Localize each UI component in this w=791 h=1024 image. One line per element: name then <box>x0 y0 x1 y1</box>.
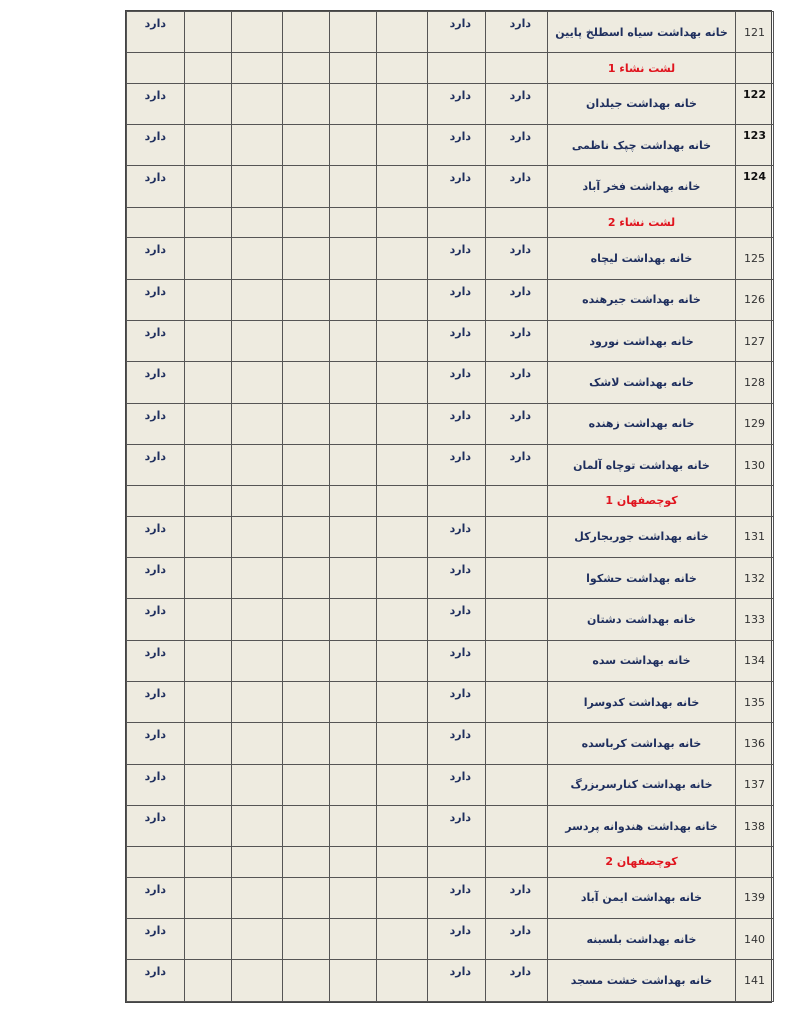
cell-col2 <box>486 847 548 877</box>
row-number <box>736 486 774 516</box>
cell-col5 <box>377 362 428 403</box>
cell-col9 <box>185 640 232 681</box>
table-row <box>127 362 774 403</box>
cell-col3: دارد <box>428 723 486 764</box>
cell-col2: دارد <box>486 444 548 485</box>
cell-col6 <box>330 83 377 124</box>
row-number: 130 <box>736 444 774 485</box>
table-row <box>127 320 774 361</box>
cell-col8 <box>232 279 283 320</box>
cell-col5 <box>377 919 428 960</box>
cell-col9 <box>185 320 232 361</box>
cell-col6 <box>330 207 377 237</box>
cell-col3: دارد <box>428 403 486 444</box>
cell-col3: دارد <box>428 125 486 166</box>
row-number: 139 <box>736 877 774 918</box>
cell-col7 <box>283 166 330 207</box>
cell-col5 <box>377 125 428 166</box>
cell-col10: دارد <box>127 681 185 722</box>
cell-col2: دارد <box>486 279 548 320</box>
cell-col2 <box>486 681 548 722</box>
table-row <box>127 12 774 53</box>
health-house-name: خانه بهداشت لاشک <box>548 362 736 403</box>
cell-col9 <box>185 444 232 485</box>
cell-col6 <box>330 362 377 403</box>
cell-col3: دارد <box>428 919 486 960</box>
cell-col9 <box>185 125 232 166</box>
cell-col8 <box>232 877 283 918</box>
cell-col2: دارد <box>486 12 548 53</box>
cell-col9 <box>185 166 232 207</box>
cell-col7 <box>283 362 330 403</box>
cell-col3 <box>428 486 486 516</box>
cell-col6 <box>330 640 377 681</box>
table-row <box>127 125 774 166</box>
cell-col9 <box>185 279 232 320</box>
cell-col10: دارد <box>127 362 185 403</box>
cell-col6 <box>330 681 377 722</box>
table-row <box>127 764 774 805</box>
cell-col7 <box>283 238 330 279</box>
cell-col7 <box>283 83 330 124</box>
cell-col9 <box>185 486 232 516</box>
cell-col5 <box>377 599 428 640</box>
cell-col10: دارد <box>127 279 185 320</box>
cell-col10: دارد <box>127 805 185 846</box>
cell-col2 <box>486 516 548 557</box>
cell-col5 <box>377 681 428 722</box>
cell-col9 <box>185 207 232 237</box>
cell-col6 <box>330 486 377 516</box>
table-row <box>127 279 774 320</box>
table-row <box>127 238 774 279</box>
row-number: 128 <box>736 362 774 403</box>
cell-col3: دارد <box>428 516 486 557</box>
cell-col6 <box>330 805 377 846</box>
cell-col9 <box>185 764 232 805</box>
cell-col2 <box>486 599 548 640</box>
cell-col9 <box>185 877 232 918</box>
cell-col2: دارد <box>486 320 548 361</box>
row-number: 138 <box>736 805 774 846</box>
row-number <box>736 207 774 237</box>
row-number: 126 <box>736 279 774 320</box>
cell-col7 <box>283 403 330 444</box>
cell-col3 <box>428 847 486 877</box>
row-number: 137 <box>736 764 774 805</box>
health-house-name: خانه بهداشت ایمن آباد <box>548 877 736 918</box>
cell-col5 <box>377 166 428 207</box>
table-body <box>127 12 774 1002</box>
cell-col10: دارد <box>127 444 185 485</box>
cell-col8 <box>232 919 283 960</box>
cell-col7 <box>283 847 330 877</box>
cell-col8 <box>232 805 283 846</box>
health-house-name: خانه بهداشت زهنده <box>548 403 736 444</box>
cell-col5 <box>377 444 428 485</box>
health-house-name: خانه بهداشت کدوسرا <box>548 681 736 722</box>
cell-col6 <box>330 320 377 361</box>
cell-col5 <box>377 238 428 279</box>
cell-col2: دارد <box>486 919 548 960</box>
cell-col7 <box>283 960 330 1002</box>
cell-col10: دارد <box>127 960 185 1002</box>
cell-col10: دارد <box>127 516 185 557</box>
cell-col8 <box>232 764 283 805</box>
row-number: 133 <box>736 599 774 640</box>
cell-col5 <box>377 805 428 846</box>
health-house-name: خانه بهداشت سده <box>548 640 736 681</box>
cell-col6 <box>330 919 377 960</box>
cell-col7 <box>283 444 330 485</box>
cell-col2 <box>486 557 548 598</box>
cell-col8 <box>232 640 283 681</box>
cell-col2 <box>486 764 548 805</box>
cell-col7 <box>283 12 330 53</box>
cell-col6 <box>330 238 377 279</box>
section-row <box>127 207 774 237</box>
cell-col10: دارد <box>127 919 185 960</box>
cell-col6 <box>330 53 377 83</box>
cell-col8 <box>232 125 283 166</box>
cell-col8 <box>232 403 283 444</box>
cell-col9 <box>185 403 232 444</box>
table-row <box>127 919 774 960</box>
cell-col7 <box>283 125 330 166</box>
cell-col5 <box>377 12 428 53</box>
cell-col10 <box>127 53 185 83</box>
row-number: 131 <box>736 516 774 557</box>
cell-col8 <box>232 960 283 1002</box>
cell-col9 <box>185 516 232 557</box>
cell-col7 <box>283 640 330 681</box>
cell-col8 <box>232 723 283 764</box>
cell-col2: دارد <box>486 166 548 207</box>
section-title: لشت نشاء 1 <box>548 53 736 83</box>
cell-col3: دارد <box>428 83 486 124</box>
health-house-name: خانه بهداشت خشت مسجد <box>548 960 736 1002</box>
cell-col7 <box>283 320 330 361</box>
row-number: 134 <box>736 640 774 681</box>
cell-col9 <box>185 805 232 846</box>
cell-col2: دارد <box>486 960 548 1002</box>
cell-col9 <box>185 960 232 1002</box>
cell-col5 <box>377 764 428 805</box>
cell-col2: دارد <box>486 877 548 918</box>
cell-col2 <box>486 723 548 764</box>
row-number: 132 <box>736 557 774 598</box>
cell-col6 <box>330 960 377 1002</box>
cell-col9 <box>185 83 232 124</box>
table-row <box>127 640 774 681</box>
cell-col5 <box>377 207 428 237</box>
cell-col3: دارد <box>428 877 486 918</box>
cell-col5 <box>377 723 428 764</box>
cell-col2 <box>486 805 548 846</box>
cell-col9 <box>185 723 232 764</box>
cell-col3: دارد <box>428 362 486 403</box>
table-row <box>127 877 774 918</box>
cell-col8 <box>232 83 283 124</box>
row-number: 127 <box>736 320 774 361</box>
cell-col5 <box>377 877 428 918</box>
cell-col8 <box>232 12 283 53</box>
section-row <box>127 847 774 877</box>
cell-col6 <box>330 877 377 918</box>
cell-col3: دارد <box>428 320 486 361</box>
row-number: 123 <box>736 125 774 166</box>
cell-col9 <box>185 362 232 403</box>
cell-col6 <box>330 444 377 485</box>
cell-col7 <box>283 877 330 918</box>
section-title: کوچصفهان 2 <box>548 847 736 877</box>
row-number: 136 <box>736 723 774 764</box>
table-row <box>127 516 774 557</box>
cell-col8 <box>232 320 283 361</box>
cell-col3: دارد <box>428 960 486 1002</box>
cell-col9 <box>185 847 232 877</box>
cell-col10: دارد <box>127 125 185 166</box>
health-house-name: خانه بهداشت کرباسده <box>548 723 736 764</box>
cell-col5 <box>377 847 428 877</box>
cell-col8 <box>232 599 283 640</box>
cell-col7 <box>283 599 330 640</box>
cell-col2: دارد <box>486 403 548 444</box>
cell-col9 <box>185 681 232 722</box>
cell-col10: دارد <box>127 557 185 598</box>
cell-col3: دارد <box>428 12 486 53</box>
cell-col7 <box>283 764 330 805</box>
document-page <box>125 10 772 1003</box>
cell-col7 <box>283 805 330 846</box>
row-number: 129 <box>736 403 774 444</box>
cell-col10: دارد <box>127 723 185 764</box>
cell-col7 <box>283 516 330 557</box>
table-row <box>127 960 774 1002</box>
cell-col3: دارد <box>428 166 486 207</box>
cell-col7 <box>283 486 330 516</box>
table-row <box>127 723 774 764</box>
cell-col8 <box>232 516 283 557</box>
cell-col10: دارد <box>127 599 185 640</box>
cell-col3: دارد <box>428 681 486 722</box>
cell-col3: دارد <box>428 805 486 846</box>
health-house-name: خانه بهداشت بلسبنه <box>548 919 736 960</box>
cell-col9 <box>185 53 232 83</box>
health-house-name: خانه بهداشت دشتان <box>548 599 736 640</box>
cell-col10 <box>127 847 185 877</box>
cell-col6 <box>330 125 377 166</box>
cell-col9 <box>185 919 232 960</box>
cell-col2 <box>486 207 548 237</box>
cell-col10: دارد <box>127 403 185 444</box>
cell-col5 <box>377 83 428 124</box>
row-number: 121 <box>736 12 774 53</box>
cell-col3: دارد <box>428 444 486 485</box>
cell-col5 <box>377 516 428 557</box>
row-number: 125 <box>736 238 774 279</box>
row-number: 141 <box>736 960 774 1002</box>
health-house-name: خانه بهداشت حشکوا <box>548 557 736 598</box>
health-houses-table <box>126 11 774 1002</box>
cell-col10: دارد <box>127 166 185 207</box>
cell-col6 <box>330 764 377 805</box>
health-house-name: خانه بهداشت فخر آباد <box>548 166 736 207</box>
health-house-name: خانه بهداشت جیلدان <box>548 83 736 124</box>
cell-col3 <box>428 53 486 83</box>
table-row <box>127 557 774 598</box>
cell-col7 <box>283 53 330 83</box>
cell-col2: دارد <box>486 238 548 279</box>
health-house-name: خانه بهداشت سیاه اسطلخ پایین <box>548 12 736 53</box>
cell-col8 <box>232 53 283 83</box>
health-house-name: خانه بهداشت کنارسربزرگ <box>548 764 736 805</box>
table-row <box>127 166 774 207</box>
cell-col3: دارد <box>428 764 486 805</box>
health-house-name: خانه بهداشت لیچاه <box>548 238 736 279</box>
cell-col10: دارد <box>127 83 185 124</box>
cell-col8 <box>232 444 283 485</box>
cell-col10: دارد <box>127 764 185 805</box>
cell-col7 <box>283 723 330 764</box>
row-number: 140 <box>736 919 774 960</box>
cell-col10 <box>127 486 185 516</box>
cell-col7 <box>283 207 330 237</box>
table-row <box>127 681 774 722</box>
cell-col9 <box>185 238 232 279</box>
health-house-name: خانه بهداشت هندوانه پردسر <box>548 805 736 846</box>
health-house-name: خانه بهداشت چپک ناظمی <box>548 125 736 166</box>
cell-col3: دارد <box>428 279 486 320</box>
cell-col5 <box>377 960 428 1002</box>
cell-col5 <box>377 640 428 681</box>
section-title: لشت نشاء 2 <box>548 207 736 237</box>
table-row <box>127 599 774 640</box>
cell-col5 <box>377 557 428 598</box>
cell-col9 <box>185 12 232 53</box>
cell-col5 <box>377 320 428 361</box>
cell-col2: دارد <box>486 125 548 166</box>
section-row <box>127 53 774 83</box>
cell-col9 <box>185 557 232 598</box>
cell-col2 <box>486 53 548 83</box>
cell-col9 <box>185 599 232 640</box>
cell-col8 <box>232 557 283 598</box>
cell-col6 <box>330 12 377 53</box>
cell-col3: دارد <box>428 599 486 640</box>
cell-col3: دارد <box>428 557 486 598</box>
cell-col10: دارد <box>127 12 185 53</box>
cell-col8 <box>232 486 283 516</box>
cell-col10 <box>127 207 185 237</box>
cell-col8 <box>232 681 283 722</box>
cell-col7 <box>283 557 330 598</box>
health-house-name: خانه بهداشت جوربجارکل <box>548 516 736 557</box>
cell-col6 <box>330 166 377 207</box>
cell-col8 <box>232 166 283 207</box>
table-row <box>127 83 774 124</box>
cell-col7 <box>283 681 330 722</box>
cell-col5 <box>377 279 428 320</box>
cell-col2 <box>486 640 548 681</box>
table-row <box>127 444 774 485</box>
row-number <box>736 53 774 83</box>
cell-col8 <box>232 847 283 877</box>
health-house-name: خانه بهداشت توچاه آلمان <box>548 444 736 485</box>
cell-col6 <box>330 403 377 444</box>
cell-col8 <box>232 362 283 403</box>
cell-col6 <box>330 279 377 320</box>
row-number: 122 <box>736 83 774 124</box>
cell-col10: دارد <box>127 238 185 279</box>
cell-col10: دارد <box>127 877 185 918</box>
table-row <box>127 403 774 444</box>
row-number <box>736 847 774 877</box>
cell-col6 <box>330 557 377 598</box>
section-row <box>127 486 774 516</box>
health-house-name: خانه بهداشت جیرهنده <box>548 279 736 320</box>
health-house-name: خانه بهداشت نورود <box>548 320 736 361</box>
cell-col2 <box>486 486 548 516</box>
cell-col6 <box>330 847 377 877</box>
row-number: 135 <box>736 681 774 722</box>
cell-col6 <box>330 516 377 557</box>
cell-col8 <box>232 238 283 279</box>
section-title: کوچصفهان 1 <box>548 486 736 516</box>
cell-col2: دارد <box>486 362 548 403</box>
cell-col10: دارد <box>127 640 185 681</box>
cell-col5 <box>377 486 428 516</box>
cell-col7 <box>283 279 330 320</box>
cell-col10: دارد <box>127 320 185 361</box>
cell-col2: دارد <box>486 83 548 124</box>
cell-col6 <box>330 599 377 640</box>
cell-col3: دارد <box>428 238 486 279</box>
table-row <box>127 805 774 846</box>
cell-col3 <box>428 207 486 237</box>
row-number: 124 <box>736 166 774 207</box>
cell-col5 <box>377 53 428 83</box>
cell-col5 <box>377 403 428 444</box>
cell-col6 <box>330 723 377 764</box>
cell-col7 <box>283 919 330 960</box>
cell-col3: دارد <box>428 640 486 681</box>
cell-col8 <box>232 207 283 237</box>
